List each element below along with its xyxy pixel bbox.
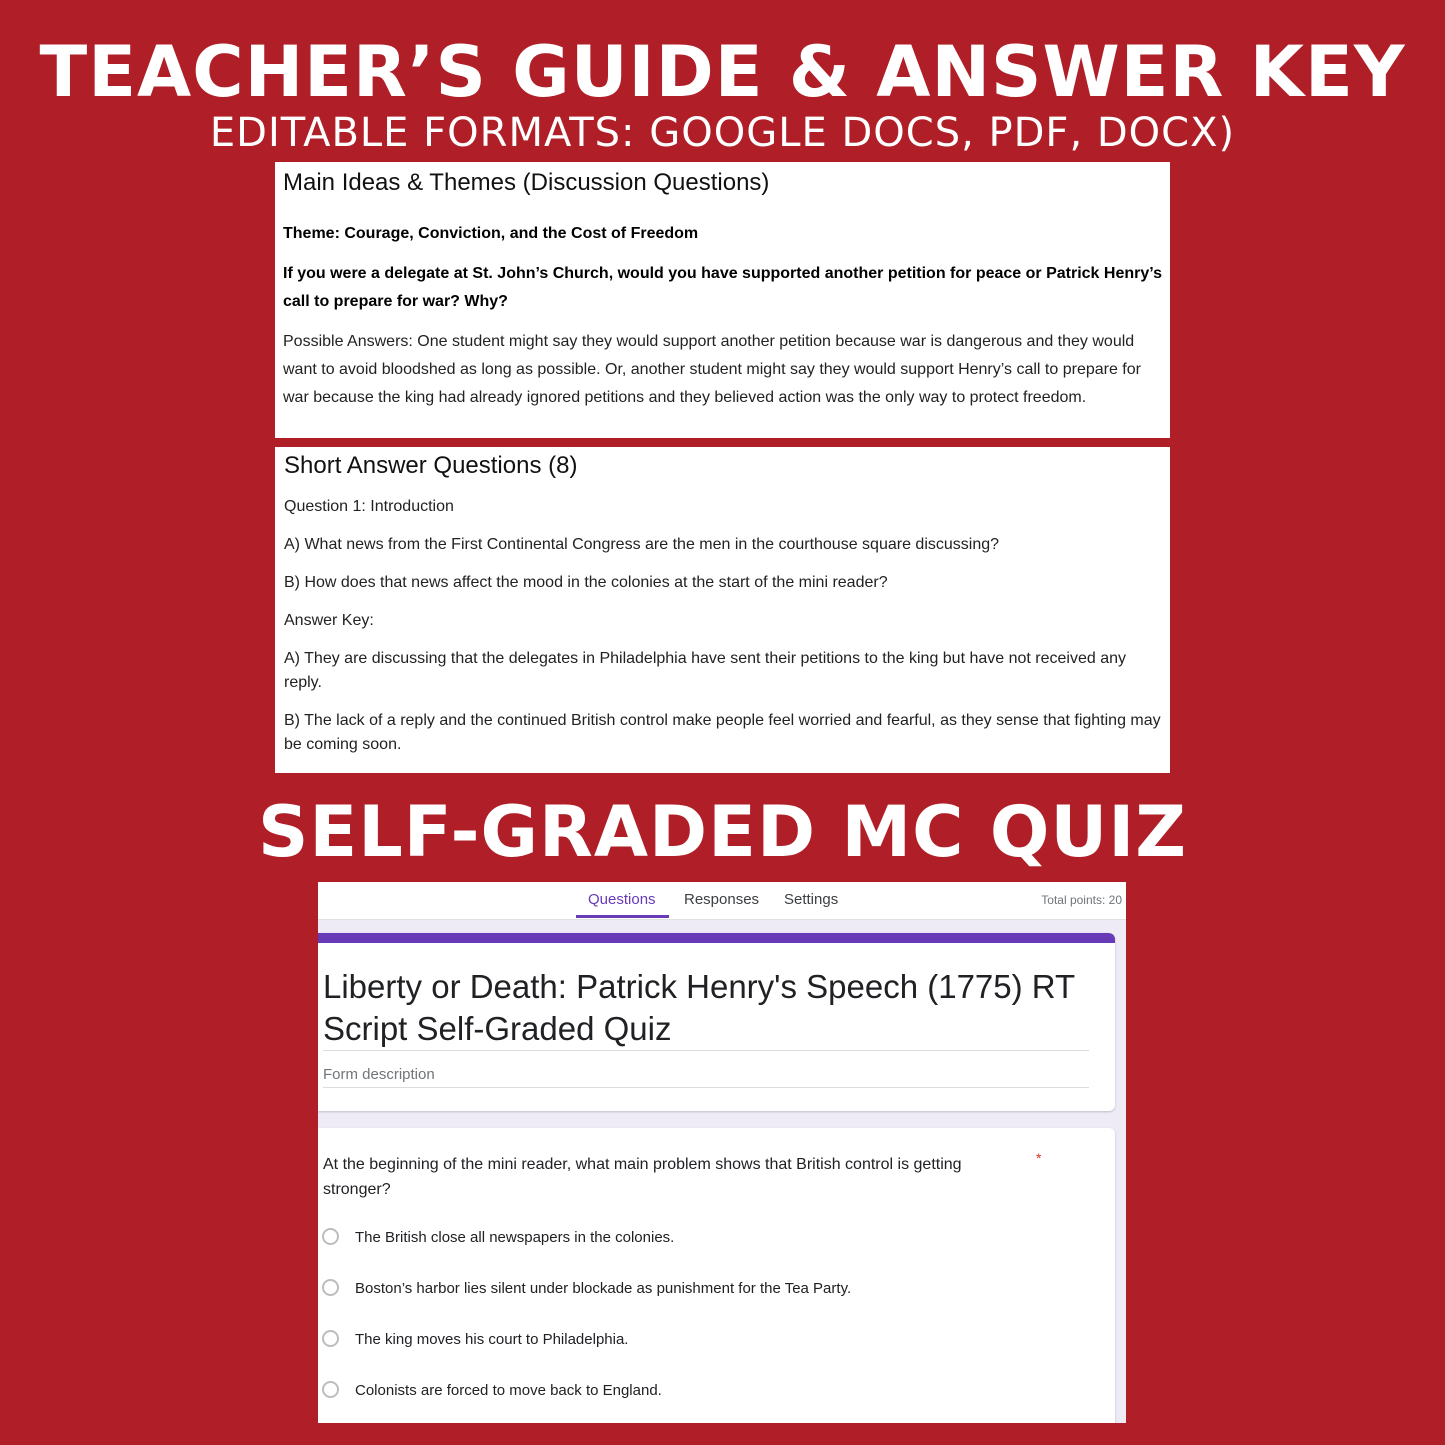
short-answer-document-panel: [275, 447, 1170, 773]
question-1-title: Question 1: Introduction: [284, 498, 454, 515]
radio-button-icon[interactable]: [322, 1279, 339, 1296]
answer-a: A) They are discussing that the delegates in Philadelphia have sent their petitions to the king but have not received any reply.: [284, 650, 1127, 691]
option-label: The king moves his court to Philadelphia.: [355, 1331, 629, 1348]
form-description-field[interactable]: Form description: [323, 1066, 435, 1083]
google-form-panel: [318, 882, 1126, 1423]
formats-subtitle: EDITABLE FORMATS: GOOGLE DOCS, PDF, DOCX): [209, 110, 1236, 156]
radio-button-icon[interactable]: [322, 1228, 339, 1245]
option-label: Colonists are forced to move back to England.: [355, 1382, 662, 1399]
form-tabs-bar: [318, 882, 1126, 920]
question-1-part-a: A) What news from the First Continental Congress are the men in the courthouse square discussing?: [284, 536, 1000, 553]
description-divider: [323, 1087, 1089, 1088]
question-card: [318, 1128, 1115, 1423]
title-divider: [323, 1050, 1089, 1051]
answer-b: B) The lack of a reply and the continued British control make people feel worried and fearful, as they sense that fighting may be coming soon.: [284, 712, 1161, 753]
radio-button-icon[interactable]: [322, 1330, 339, 1347]
tab-settings[interactable]: Settings: [784, 891, 839, 908]
tab-responses[interactable]: Responses: [684, 891, 760, 908]
quiz-title: SELF-GRADED MC QUIZ: [257, 791, 1188, 873]
radio-button-icon[interactable]: [322, 1381, 339, 1398]
question-1-part-b: B) How does that news affect the mood in the colonies at the start of the mini reader?: [284, 574, 888, 591]
form-title[interactable]: Liberty or Death: Patrick Henry's Speech (1775) RT Script Self-Graded Quiz: [323, 968, 1075, 1047]
tab-questions[interactable]: Questions: [588, 891, 656, 908]
short-answer-heading: Short Answer Questions (8): [284, 452, 578, 479]
theme-line: Theme: Courage, Conviction, and the Cost of Freedom: [283, 225, 699, 242]
themes-heading: Main Ideas & Themes (Discussion Questions): [283, 169, 770, 196]
title-card-accent-bar: [318, 933, 1115, 943]
total-points: Total points: 20: [1041, 893, 1122, 907]
active-tab-indicator: [576, 915, 669, 918]
option-label: The British close all newspapers in the colonies.: [355, 1229, 675, 1246]
discussion-question: If you were a delegate at St. John’s Church, would you have supported another petition for peace or Patrick Henry’s call to prepare for war? Why?: [283, 265, 1162, 310]
option-label: Boston’s harbor lies silent under blockade as punishment for the Tea Party.: [355, 1280, 852, 1297]
guide-title: TEACHER’S GUIDE & ANSWER KEY: [39, 31, 1406, 113]
question-text: At the beginning of the mini reader, what main problem shows that British control is getting stronger?: [323, 1156, 962, 1198]
possible-answers: Possible Answers: One student might say they would support another petition because war is dangerous and they would want to avoid bloodshed as long as possible. Or, another student might say they would support Henry’s call to prepare for war because the king had already ignored petitions and they believed action was the only way to protect freedom.: [283, 333, 1141, 406]
themes-document-panel: [275, 162, 1170, 438]
answer-key-label: Answer Key:: [284, 612, 374, 629]
required-asterisk: *: [1036, 1150, 1042, 1166]
form-title-card: [318, 933, 1115, 1111]
